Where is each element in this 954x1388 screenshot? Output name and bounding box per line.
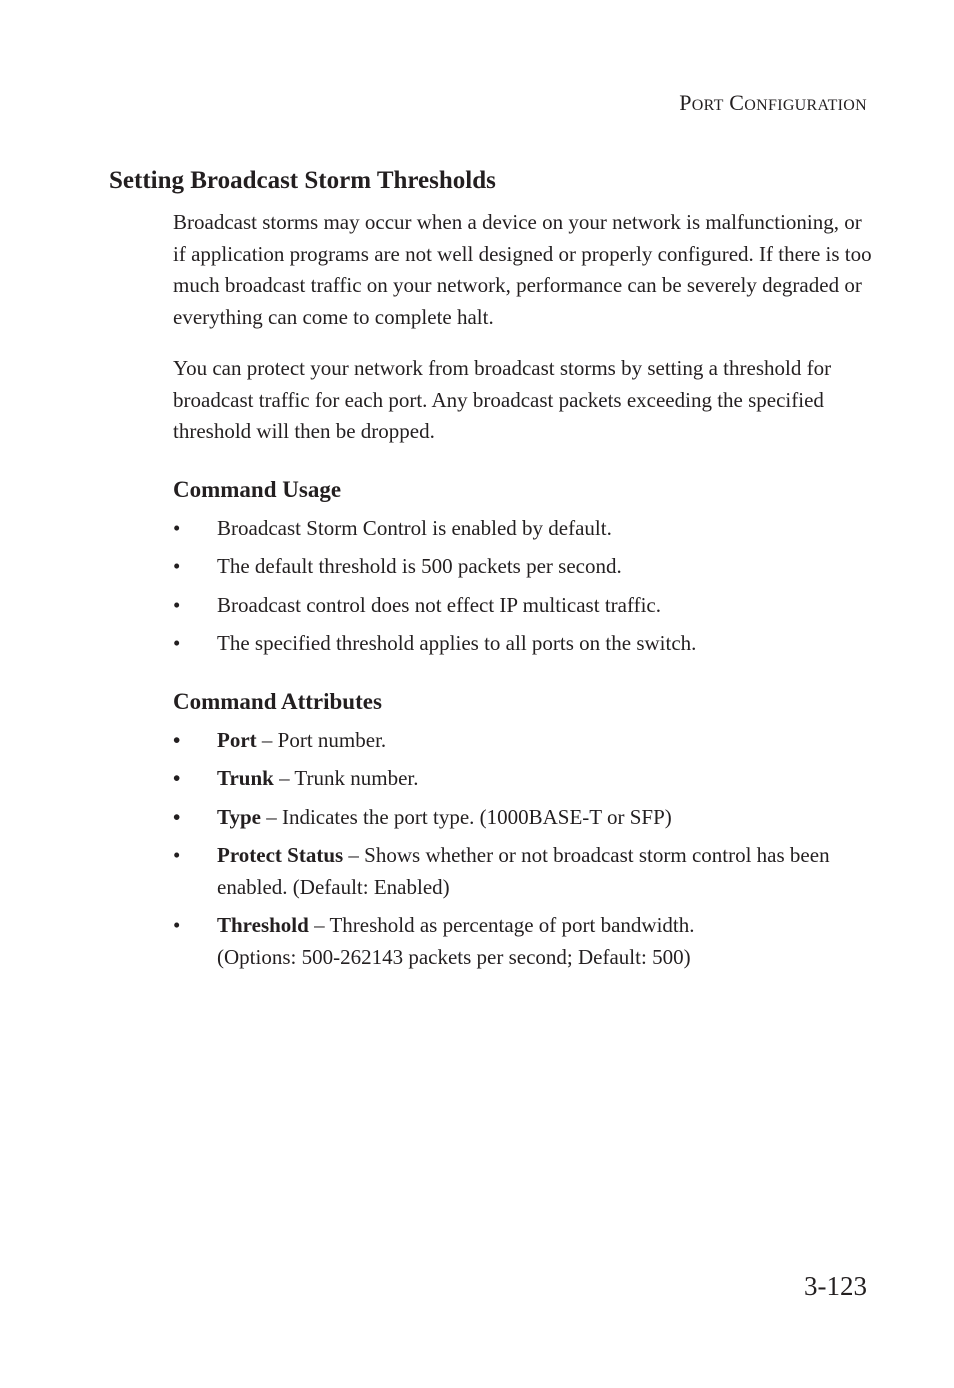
list-item <box>173 590 873 622</box>
header-initial-p: P <box>679 90 692 115</box>
bullet-icon: • <box>173 913 181 937</box>
header-rest-onfiguration: ONFIGURATION <box>744 97 867 114</box>
attribute-term: Protect Status <box>217 843 344 867</box>
section-title: Setting Broadcast Storm Thresholds <box>109 167 496 194</box>
list-item <box>173 910 873 973</box>
running-header <box>679 90 867 116</box>
section-content <box>173 207 873 980</box>
list-item <box>173 725 873 757</box>
list-item-text: Broadcast control does not effect IP multicast traffic. <box>217 592 661 617</box>
attribute-description: – Port number. <box>256 727 387 752</box>
list-item <box>173 802 873 834</box>
attribute-description: – Trunk number. <box>273 766 419 790</box>
bullet-icon: • <box>173 804 181 829</box>
list-item <box>173 840 873 903</box>
list-item <box>173 551 873 583</box>
command-usage-heading: Command Usage <box>173 476 342 502</box>
attribute-description: – Shows whether or not broadcast storm control has been enabled. (Default: Enabled) <box>217 843 830 899</box>
list-item <box>173 513 873 545</box>
bullet-icon: • <box>173 766 181 790</box>
command-attributes-list <box>173 725 873 974</box>
header-rest-ort: ORT <box>691 97 724 114</box>
bullet-icon: • <box>173 515 181 540</box>
attribute-term: Threshold <box>217 913 309 937</box>
list-item <box>173 763 873 795</box>
bullet-icon: • <box>173 554 181 578</box>
protection-paragraph: You can protect your network from broadcast storms by setting a threshold for broadcast traffic for each port. Any broadcast packets exceeding the specified threshold will then be dropped. <box>173 356 832 443</box>
bullet-icon: • <box>173 631 181 655</box>
bullet-icon: • <box>173 843 181 867</box>
list-item-text: The default threshold is 500 packets per second. <box>217 554 622 578</box>
list-item-text: The specified threshold applies to all ports on the switch. <box>217 631 697 655</box>
attribute-term: Type <box>217 804 261 829</box>
bullet-icon: • <box>173 727 181 752</box>
header-initial-c: C <box>729 90 745 115</box>
list-item-text: Broadcast Storm Control is enabled by default. <box>217 515 612 540</box>
attribute-term: Port <box>217 727 257 752</box>
command-attributes-heading: Command Attributes <box>173 688 382 714</box>
list-item <box>173 628 873 660</box>
page-number: 3-123 <box>804 1271 867 1301</box>
attribute-term: Trunk <box>217 766 274 790</box>
intro-paragraph: Broadcast storms may occur when a device on your network is malfunctioning, or if application programs are not well designed or properly configured. If there is too much broadcast traffic on your network, performance can be severely degraded or everything can come to complete halt. <box>173 210 872 329</box>
attribute-description-options: (Options: 500-262143 packets per second; Default: 500) <box>217 944 691 969</box>
attribute-description: – Threshold as percentage of port bandwidth. <box>308 913 695 937</box>
bullet-icon: • <box>173 592 181 617</box>
command-usage-list <box>173 513 873 660</box>
attribute-description: – Indicates the port type. (1000BASE-T or SFP) <box>260 804 672 829</box>
